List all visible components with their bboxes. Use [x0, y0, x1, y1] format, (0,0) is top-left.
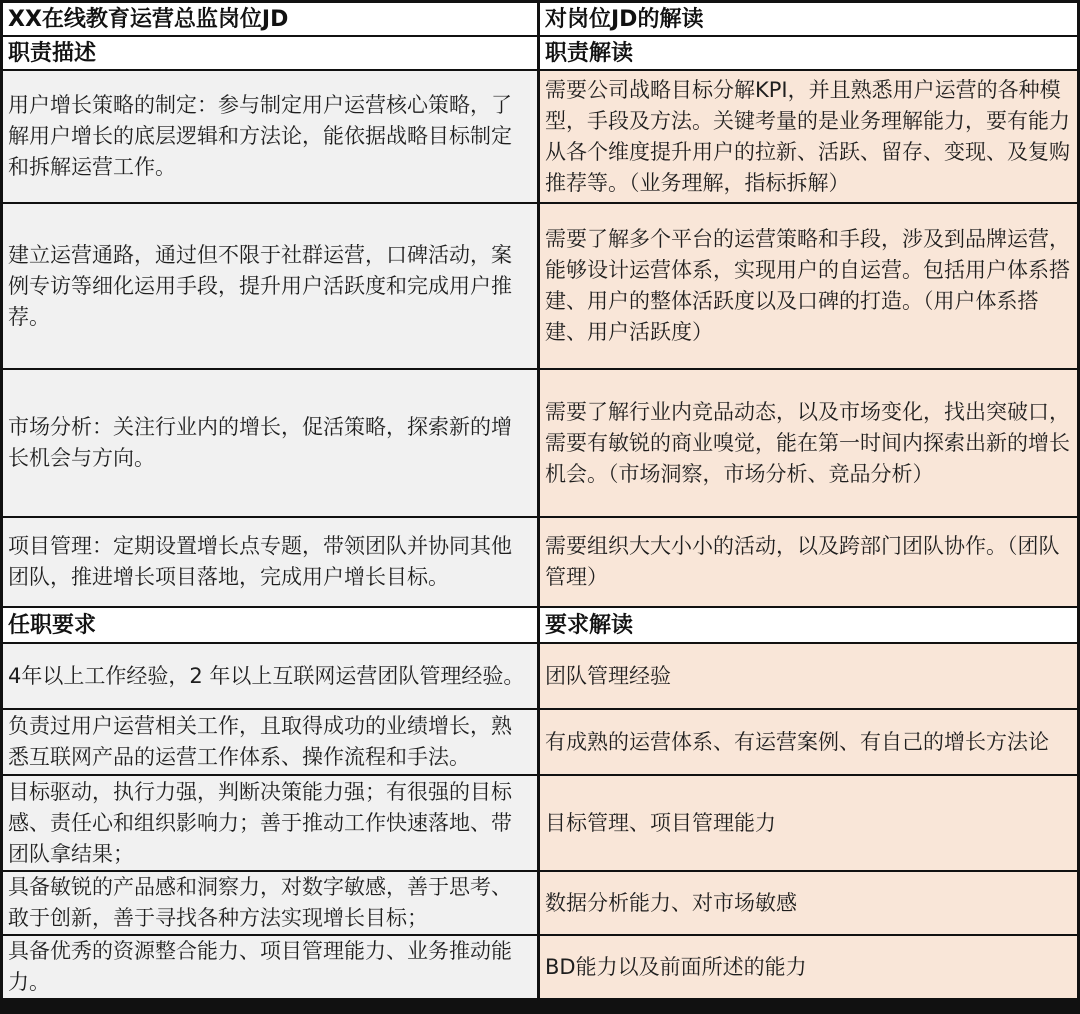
requirement-interpretation: 目标管理、项目管理能力	[540, 776, 1077, 870]
responsibilities-interpretation-header: 职责解读	[540, 37, 1077, 69]
requirement-description: 4年以上工作经验，2 年以上互联网运营团队管理经验。	[3, 644, 537, 708]
responsibility-interpretation: 需要公司战略目标分解KPI，并且熟悉用户运营的各种模型，手段及方法。关键考量的是业务理解能力，要有能力从各个维度提升用户的拉新、活跃、留存、变现、及复购推荐等。（业务理解，指标拆解）	[540, 71, 1077, 202]
requirement-description: 目标驱动，执行力强，判断决策能力强；有很强的目标感、责任心和组织影响力；善于推动工作快速落地、带团队拿结果；	[3, 776, 537, 870]
responsibility-interpretation: 需要了解行业内竞品动态，以及市场变化，找出突破口，需要有敏锐的商业嗅觉，能在第一时间内探索出新的增长机会。（市场洞察，市场分析、竞品分析）	[540, 370, 1077, 516]
responsibility-description: 市场分析：关注行业内的增长，促活策略，探索新的增长机会与方向。	[3, 370, 537, 516]
requirement-interpretation: 有成熟的运营体系、有运营案例、有自己的增长方法论	[540, 710, 1077, 774]
requirement-description: 具备优秀的资源整合能力、项目管理能力、业务推动能力。	[3, 936, 537, 998]
requirement-description: 具备敏锐的产品感和洞察力，对数字敏感，善于思考、敢于创新，善于寻找各种方法实现增长目标；	[3, 872, 537, 934]
requirements-header: 任职要求	[3, 608, 537, 642]
requirement-interpretation: 数据分析能力、对市场敏感	[540, 872, 1077, 934]
responsibility-description: 建立运营通路，通过但不限于社群运营，口碑活动，案例专访等细化运用手段，提升用户活跃度和完成用户推荐。	[3, 204, 537, 368]
requirement-interpretation: BD能力以及前面所述的能力	[540, 936, 1077, 998]
left-title: XX在线教育运营总监岗位JD	[3, 3, 537, 35]
right-title: 对岗位JD的解读	[540, 3, 1077, 35]
requirements-interpretation-header: 要求解读	[540, 608, 1077, 642]
responsibility-interpretation: 需要了解多个平台的运营策略和手段，涉及到品牌运营，能够设计运营体系，实现用户的自运营。包括用户体系搭建、用户的整体活跃度以及口碑的打造。（用户体系搭建、用户活跃度）	[540, 204, 1077, 368]
requirement-interpretation: 团队管理经验	[540, 644, 1077, 708]
responsibility-description: 用户增长策略的制定：参与制定用户运营核心策略，了解用户增长的底层逻辑和方法论，能依据战略目标制定和拆解运营工作。	[3, 71, 537, 202]
responsibilities-header: 职责描述	[3, 37, 537, 69]
responsibility-interpretation: 需要组织大大小小的活动，以及跨部门团队协作。（团队管理）	[540, 518, 1077, 606]
requirement-description: 负责过用户运营相关工作，且取得成功的业绩增长，熟悉互联网产品的运营工作体系、操作流程和手法。	[3, 710, 537, 774]
responsibility-description: 项目管理：定期设置增长点专题，带领团队并协同其他团队，推进增长项目落地，完成用户增长目标。	[3, 518, 537, 606]
